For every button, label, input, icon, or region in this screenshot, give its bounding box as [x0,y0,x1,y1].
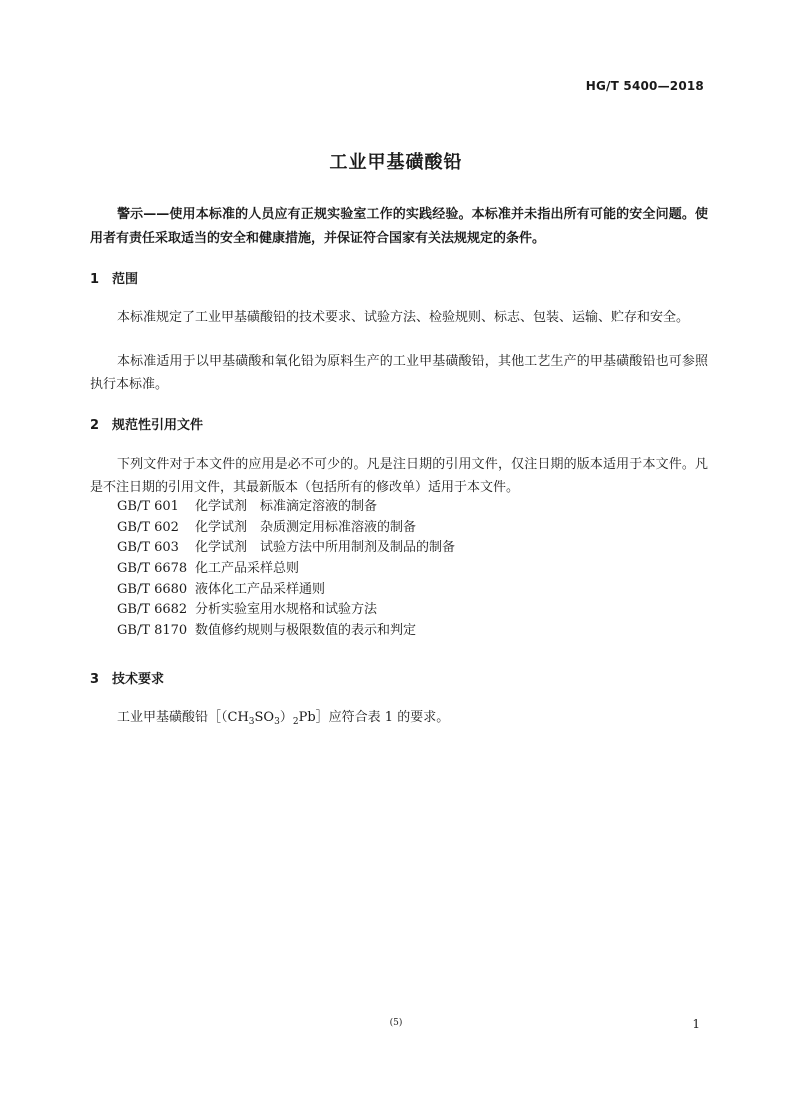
document-title: 工业甲基磺酸铅 [329,152,463,173]
reference-title: 化学试剂 标准滴定溶液的制备 [195,499,378,514]
section-1-heading [90,268,138,287]
reference-code: GB/T 6678 [117,561,188,577]
section-number: 2 [90,418,100,433]
reference-item [117,518,455,539]
page-number: 1 [692,1017,700,1031]
reference-code: GB/T 602 [117,519,179,535]
section-number: 3 [90,672,100,687]
reference-item [117,621,455,642]
reference-code: GB/T 603 [117,540,179,556]
requirement-text: SO [254,710,275,725]
subscript: 3 [248,717,255,727]
reference-item [117,538,455,559]
reference-title: 液体化工产品采样通则 [195,581,326,597]
section-number: 1 [90,272,100,287]
reference-code: GB/T 8170 [117,623,188,639]
section-title: 技术要求 [112,672,165,687]
warning-paragraph: 警示——使用本标准的人员应有正规实验室工作的实践经验。本标准并未指出所有可能的安全问题。使用者有责任采取适当的安全和健康措施，并保证符合国家有关法规规定的条件。 [90,207,708,246]
reference-item [117,559,455,580]
reference-title: 化学试剂 试验方法中所用制剂及制品的制备 [195,540,456,556]
section-2-heading [90,414,203,433]
section-title: 规范性引用文件 [112,418,204,433]
subscript: 2 [292,717,299,727]
reference-code: GB/T 601 [117,499,179,514]
footer-sequence: (5) [389,1018,403,1028]
reference-title: 数值修约规则与极限数值的表示和判定 [195,623,417,639]
reference-code: GB/T 6682 [117,602,188,618]
requirement-text: ） [279,710,293,725]
reference-code: GB/T 6680 [117,581,188,597]
technical-requirement-paragraph [90,707,708,730]
requirement-text: 工业甲基磺酸铅［（CH [117,710,249,725]
reference-list [117,497,455,642]
reference-title: 分析实验室用水规格和试验方法 [195,602,378,618]
reference-item [117,497,455,518]
section-3-heading [90,668,164,687]
standard-code: HG/T 5400—2018 [585,79,704,93]
subscript: 3 [274,717,280,727]
requirement-text: Pb］应符合表 1 的要求。 [298,710,450,725]
reference-title: 化学试剂 杂质测定用标准溶液的制备 [195,519,417,535]
reference-item [117,580,455,601]
reference-title: 化工产品采样总则 [195,561,300,577]
reference-item [117,600,455,621]
normative-references-paragraph: 下列文件对于本文件的应用是必不可少的。凡是注日期的引用文件，仅注日期的版本适用于本文件。凡是不注日期的引用文件，其最新版本（包括所有的修改单）适用于本文件。 [90,457,708,495]
scope-paragraph-1: 本标准规定了工业甲基磺酸铅的技术要求、试验方法、检验规则、标志、包装、运输、贮存和安全。 [117,310,690,325]
scope-paragraph-2: 本标准适用于以甲基磺酸和氧化铅为原料生产的工业甲基磺酸铅，其他工艺生产的甲基磺酸铅也可参照执行本标准。 [90,354,708,392]
section-title: 范围 [112,272,139,287]
